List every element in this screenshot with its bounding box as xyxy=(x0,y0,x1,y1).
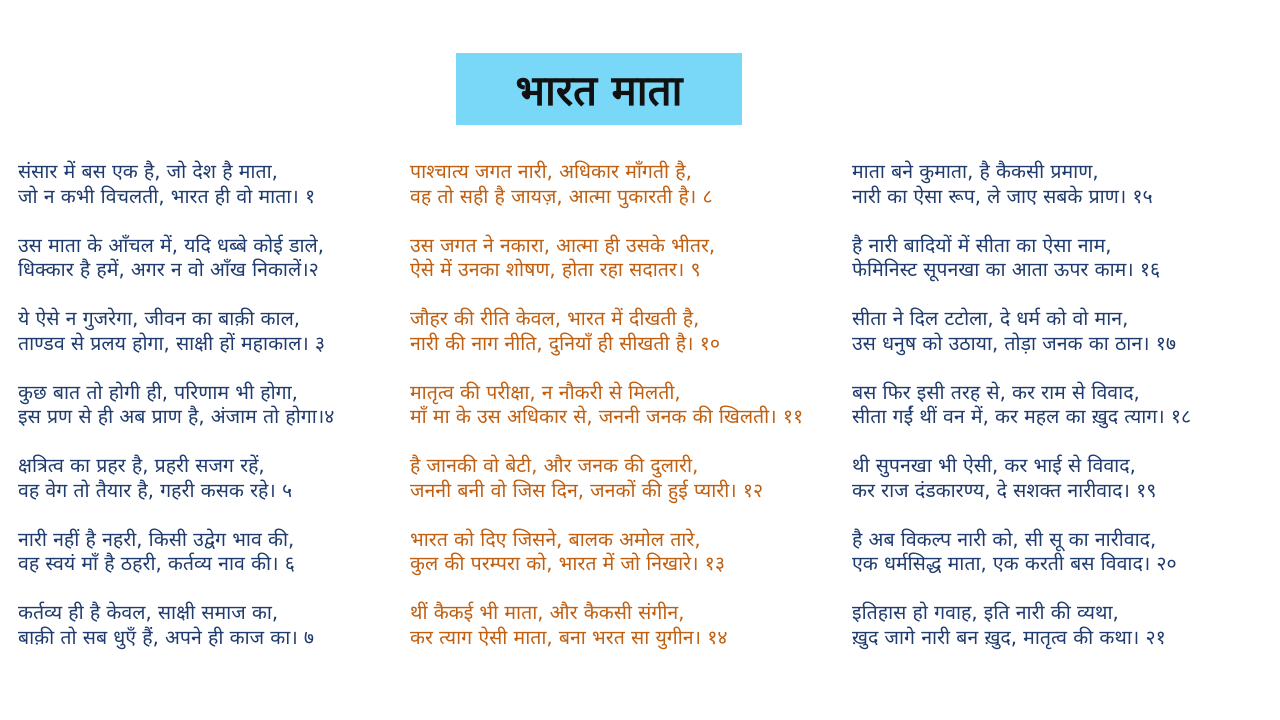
verse-line: जो न कभी विचलती, भारत ही वो माता। १ xyxy=(18,184,316,208)
stanza xyxy=(852,454,1272,503)
stanza xyxy=(18,160,410,209)
stanza xyxy=(852,528,1272,577)
verse-line: नारी की नाग नीति, दुनियाँ ही सीखती है। १० xyxy=(410,331,720,355)
verse-line: वह तो सही है जायज़, आत्मा पुकारती है। ८ xyxy=(410,184,713,208)
stanza xyxy=(18,381,410,430)
verse-line: नारी का ऐसा रूप, ले जाए सबके प्राण। १५ xyxy=(852,184,1153,208)
stanza xyxy=(852,160,1272,209)
verse-line: कर्तव्य ही है केवल, साक्षी समाज का, xyxy=(18,601,279,624)
verse-line: ख़ुद जागे नारी बन ख़ुद, मातृत्व की कथा। २१ xyxy=(852,625,1166,649)
verse-line: इस प्रण से ही अब प्राण है, अंजाम तो होगा।४ xyxy=(18,405,335,428)
verse-line: कुल की परम्परा को, भारत में जो निखारे। १३ xyxy=(410,552,725,575)
verse-line: कुछ बात तो होगी ही, परिणाम भी होगा, xyxy=(18,380,298,404)
poem-column-2 xyxy=(410,160,820,675)
stanza xyxy=(410,528,820,577)
stanza xyxy=(18,307,410,356)
verse-line: क्षत्रित्व का प्रहर है, प्रहरी सजग रहें, xyxy=(18,454,265,477)
verse-line: थीं कैकई भी माता, और कैकसी संगीन, xyxy=(410,601,685,624)
verse-line: सीता ने दिल टटोला, दे धर्म को वो मान, xyxy=(852,307,1129,330)
verse-line: एक धर्मसिद्ध माता, एक करती बस विवाद। २० xyxy=(852,552,1177,575)
verse-line: उस धनुष को उठाया, तोड़ा जनक का ठान। १७ xyxy=(852,331,1177,355)
stanza xyxy=(410,307,820,356)
verse-line: है जानकी वो बेटी, और जनक की दुलारी, xyxy=(410,454,699,477)
stanza xyxy=(410,601,820,650)
title-banner xyxy=(456,53,742,125)
stanza xyxy=(18,234,410,283)
verse-line: ऐसे में उनका शोषण, होता रहा सदातर। ९ xyxy=(410,258,701,281)
verse-line: है नारी बादियों में सीता का ऐसा नाम, xyxy=(852,233,1112,257)
stanza xyxy=(852,307,1272,356)
verse-line: माता बने कुमाता, है कैकसी प्रमाण, xyxy=(852,160,1099,183)
verse-line: वह वेग तो तैयार है, गहरी कसक रहे। ५ xyxy=(18,478,293,502)
stanza xyxy=(852,601,1272,650)
verse-line: मातृत्व की परीक्षा, न नौकरी से मिलती, xyxy=(410,380,681,404)
verse-line: बाक़ी तो सब धुएँ हैं, अपने ही काज का। ७ xyxy=(18,625,315,649)
verse-line: ताण्डव से प्रलय होगा, साक्षी हों महाकाल। ३ xyxy=(18,331,326,355)
stanza xyxy=(410,381,820,430)
stanza xyxy=(18,528,410,577)
stanza xyxy=(852,234,1272,283)
verse-line: नारी नहीं है नहरी, किसी उद्वेग भाव की, xyxy=(18,527,295,551)
verse-line: कर त्याग ऐसी माता, बना भरत सा युगीन। १४ xyxy=(410,625,728,649)
poem-title: भारत माता xyxy=(515,65,683,115)
stanza xyxy=(410,160,820,209)
verse-line: बस फिर इसी तरह से, कर राम से विवाद, xyxy=(852,380,1140,404)
stanza xyxy=(410,234,820,283)
verse-line: कर राज दंडकारण्य, दे सशक्त नारीवाद। १९ xyxy=(852,478,1157,502)
verse-line: उस जगत ने नकारा, आत्मा ही उसके भीतर, xyxy=(410,233,716,257)
verse-line: संसार में बस एक है, जो देश है माता, xyxy=(18,160,278,183)
verse-line: जननी बनी वो जिस दिन, जनकों की हुई प्यारी। १२ xyxy=(410,478,764,502)
stanza xyxy=(410,454,820,503)
verse-line: भारत को दिए जिसने, बालक अमोल तारे, xyxy=(410,527,701,551)
stanza xyxy=(18,454,410,503)
verse-line: माँ मा के उस अधिकार से, जननी जनक की खिलती। ११ xyxy=(410,405,804,428)
poem-column-1 xyxy=(18,160,410,675)
verse-line: धिक्कार है हमें, अगर न वो आँख निकालें।२ xyxy=(18,258,319,281)
verse-line: उस माता के आँचल में, यदि धब्बे कोई डाले, xyxy=(18,233,324,257)
verse-line: फेमिनिस्ट सूपनखा का आता ऊपर काम। १६ xyxy=(852,258,1161,281)
verse-line: इतिहास हो गवाह, इति नारी की व्यथा, xyxy=(852,601,1119,624)
verse-line: वह स्वयं माँ है ठहरी, कर्तव्य नाव की। ६ xyxy=(18,552,295,575)
verse-line: ये ऐसे न गुजरेगा, जीवन का बाक़ी काल, xyxy=(18,307,301,330)
stanza xyxy=(852,381,1272,430)
verse-line: सीता गईं थीं वन में, कर महल का ख़ुद त्याग। १८ xyxy=(852,405,1192,428)
verse-line: पाश्चात्य जगत नारी, अधिकार माँगती है, xyxy=(410,160,692,183)
poem-column-3 xyxy=(852,160,1272,675)
stanza xyxy=(18,601,410,650)
verse-line: है अब विकल्प नारी को, सी सू का नारीवाद, xyxy=(852,527,1157,551)
verse-line: जौहर की रीति केवल, भारत में दीखती है, xyxy=(410,307,700,330)
verse-line: थी सुपनखा भी ऐसी, कर भाई से विवाद, xyxy=(852,454,1136,477)
